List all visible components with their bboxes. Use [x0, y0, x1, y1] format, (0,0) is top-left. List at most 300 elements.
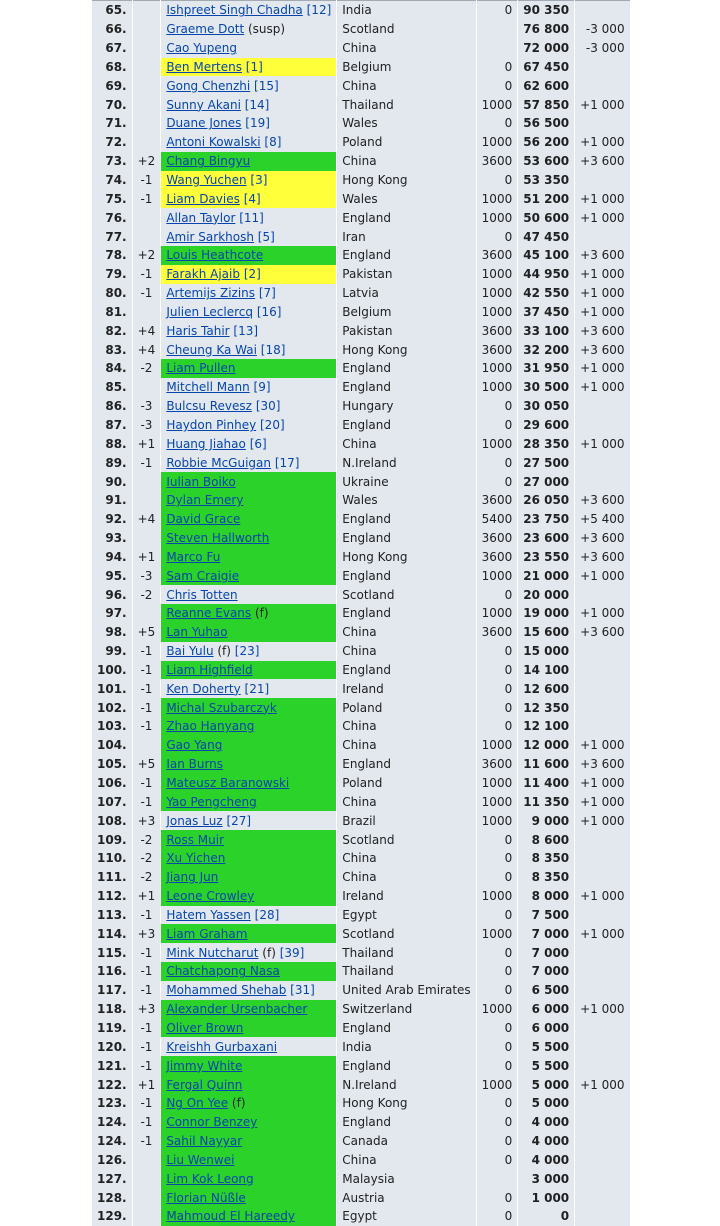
reference-link[interactable]: [4]	[243, 191, 261, 206]
reference-link[interactable]: [7]	[258, 286, 276, 301]
country-cell: China	[337, 792, 475, 811]
reference-link[interactable]: [27]	[226, 813, 252, 828]
player-link[interactable]: Steven Hallworth	[166, 531, 270, 546]
difference-cell	[575, 453, 629, 472]
position-cell: 120.	[92, 1037, 132, 1056]
position-cell: 79.	[92, 265, 132, 284]
country-cell: Belgium	[337, 303, 475, 322]
player-link[interactable]: Gao Yang	[166, 738, 223, 753]
player-link[interactable]: Kreishh Gurbaxani	[166, 1039, 278, 1054]
player-cell	[161, 434, 336, 453]
points-cell: 3600	[477, 623, 518, 642]
reference-link[interactable]: [23]	[234, 644, 260, 659]
change-cell	[133, 95, 161, 114]
position-cell: 81.	[92, 303, 132, 322]
change-cell	[133, 114, 161, 133]
reference-link[interactable]: [6]	[249, 436, 267, 451]
position-cell: 78.	[92, 246, 132, 265]
table-row	[92, 679, 630, 698]
country-cell: Ireland	[337, 887, 475, 906]
table-row	[92, 1150, 630, 1169]
table-row	[92, 39, 630, 58]
player-link[interactable]: Ishpreet Singh Chadha	[166, 3, 303, 18]
total-cell: 47 450	[518, 227, 574, 246]
change-cell: -1	[133, 265, 161, 284]
player-cell	[161, 189, 336, 208]
change-cell	[133, 604, 161, 623]
position-cell: 89.	[92, 453, 132, 472]
player-link[interactable]: Farakh Ajaib	[166, 267, 240, 282]
change-cell: -1	[133, 189, 161, 208]
player-cell	[161, 1037, 336, 1056]
reference-link[interactable]: [19]	[245, 116, 270, 131]
player-link[interactable]: Jiang Jun	[166, 870, 219, 885]
difference-cell: +3 600	[575, 623, 629, 642]
total-cell: 51 200	[518, 189, 574, 208]
reference-link[interactable]: [3]	[250, 173, 268, 188]
change-cell	[133, 39, 161, 58]
country-cell: Scotland	[337, 830, 475, 849]
player-link[interactable]: Ian Burns	[166, 757, 224, 772]
country-cell: China	[337, 642, 475, 661]
points-cell: 0	[477, 1094, 518, 1113]
player-link[interactable]: Julien Leclercq	[166, 304, 253, 319]
total-cell: 12 000	[518, 736, 574, 755]
total-cell: 6 000	[518, 1000, 574, 1019]
table-row	[92, 1207, 630, 1226]
change-cell: -1	[133, 981, 161, 1000]
player-link[interactable]: Chatchapong Nasa	[166, 964, 280, 979]
table-row	[92, 698, 630, 717]
position-cell: 124.	[92, 1113, 132, 1132]
player-link[interactable]: Oliver Brown	[166, 1020, 244, 1035]
difference-cell: +1 000	[575, 887, 629, 906]
player-link[interactable]: Iulian Boiko	[166, 474, 236, 489]
player-cell	[161, 1075, 336, 1094]
player-link[interactable]: Ben Mertens	[166, 59, 242, 74]
points-cell: 1000	[477, 924, 518, 943]
reference-link[interactable]: [31]	[290, 983, 315, 998]
difference-cell	[575, 717, 629, 736]
player-link[interactable]: Mateusz Baranowski	[166, 776, 290, 791]
difference-cell: +1 000	[575, 284, 629, 303]
total-cell: 29 600	[518, 416, 574, 435]
player-link[interactable]: Artemijs Zizins	[166, 286, 256, 301]
difference-cell: +1 000	[575, 189, 629, 208]
reference-link[interactable]: [11]	[239, 210, 264, 225]
player-link[interactable]: Reanne Evans	[166, 606, 252, 621]
country-cell: England	[337, 246, 475, 265]
total-cell: 20 000	[518, 585, 574, 604]
points-cell: 3600	[477, 755, 518, 774]
reference-link[interactable]: [39]	[279, 945, 305, 960]
table-row	[92, 114, 630, 133]
change-cell: -1	[133, 943, 161, 962]
player-link[interactable]: Sahil Nayyar	[166, 1134, 243, 1149]
total-cell: 5 000	[518, 1094, 574, 1113]
difference-cell	[575, 585, 629, 604]
points-cell: 1000	[477, 208, 518, 227]
player-link[interactable]: Haris Tahir	[166, 323, 230, 338]
reference-link[interactable]: [17]	[274, 455, 300, 470]
player-link[interactable]: Bai Yulu	[166, 644, 214, 659]
country-cell: Hong Kong	[337, 340, 475, 359]
reference-link[interactable]: [13]	[233, 323, 259, 338]
points-cell: 1000	[477, 133, 518, 152]
table-row	[92, 20, 630, 39]
position-cell: 111.	[92, 868, 132, 887]
country-cell: Wales	[337, 189, 475, 208]
country-cell: China	[337, 434, 475, 453]
total-cell: 42 550	[518, 284, 574, 303]
position-cell: 99.	[92, 642, 132, 661]
player-link[interactable]: Liam Davies	[166, 191, 240, 206]
position-cell: 106.	[92, 774, 132, 793]
player-link[interactable]: Ng On Yee	[166, 1096, 229, 1111]
player-cell	[161, 0, 336, 20]
table-row	[92, 321, 630, 340]
player-cell	[161, 152, 336, 171]
total-cell: 6 500	[518, 981, 574, 1000]
change-cell	[133, 491, 161, 510]
player-link[interactable]: Marco Fu	[166, 549, 221, 564]
country-cell: Canada	[337, 1132, 475, 1151]
change-cell	[133, 736, 161, 755]
position-cell: 73.	[92, 152, 132, 171]
table-row	[92, 1037, 630, 1056]
player-link[interactable]: Florian Nüßle	[166, 1190, 246, 1205]
position-cell: 65.	[92, 0, 132, 20]
table-row	[92, 397, 630, 416]
total-cell: 6 000	[518, 1019, 574, 1038]
player-link[interactable]: Robbie McGuigan	[166, 455, 271, 470]
total-cell: 12 600	[518, 679, 574, 698]
country-cell: Egypt	[337, 906, 475, 925]
player-link[interactable]: Duane Jones	[166, 116, 242, 131]
player-cell	[161, 906, 336, 925]
table-row	[92, 604, 630, 623]
table-row	[92, 378, 630, 397]
player-cell	[161, 661, 336, 680]
total-cell: 53 350	[518, 171, 574, 190]
change-cell: -1	[133, 171, 161, 190]
total-cell: 30 500	[518, 378, 574, 397]
table-row	[92, 133, 630, 152]
player-link[interactable]: Mohammed Shehab	[166, 983, 287, 998]
reference-link[interactable]: [16]	[256, 304, 282, 319]
reference-link[interactable]: [20]	[260, 417, 285, 432]
total-cell: 4 000	[518, 1150, 574, 1169]
position-cell: 88.	[92, 434, 132, 453]
player-link[interactable]: Liam Graham	[166, 926, 248, 941]
difference-cell: +1 000	[575, 133, 629, 152]
points-cell	[477, 1169, 518, 1188]
points-cell: 0	[477, 58, 518, 77]
points-cell: 0	[477, 962, 518, 981]
player-link[interactable]: Lan Yuhao	[166, 625, 228, 640]
country-cell: Poland	[337, 774, 475, 793]
difference-cell	[575, 1037, 629, 1056]
points-cell: 0	[477, 585, 518, 604]
reference-link[interactable]: [2]	[243, 267, 261, 282]
position-cell: 91.	[92, 491, 132, 510]
reference-link[interactable]: [18]	[260, 342, 286, 357]
position-cell: 108.	[92, 811, 132, 830]
country-cell: Scotland	[337, 924, 475, 943]
player-cell	[161, 265, 336, 284]
country-cell: England	[337, 378, 475, 397]
change-cell: +4	[133, 340, 161, 359]
reference-link[interactable]: [14]	[244, 97, 270, 112]
player-link[interactable]: Jimmy White	[166, 1058, 243, 1073]
player-link[interactable]: Chang Bingyu	[166, 154, 251, 169]
points-cell: 0	[477, 868, 518, 887]
total-cell: 15 600	[518, 623, 574, 642]
points-cell: 1000	[477, 359, 518, 378]
player-link[interactable]: Huang Jiahao	[166, 436, 246, 451]
player-link[interactable]: Amir Sarkhosh	[166, 229, 254, 244]
player-link[interactable]: Xu Yichen	[166, 851, 226, 866]
difference-cell: +1 000	[575, 774, 629, 793]
change-cell	[133, 227, 161, 246]
difference-cell	[575, 472, 629, 491]
total-cell: 50 600	[518, 208, 574, 227]
player-link[interactable]: Cao Yupeng	[166, 41, 237, 56]
country-cell: England	[337, 416, 475, 435]
player-cell	[161, 1056, 336, 1075]
player-link[interactable]: Leone Crowley	[166, 889, 255, 904]
position-cell: 129.	[92, 1207, 132, 1226]
difference-cell	[575, 1056, 629, 1075]
reference-link[interactable]: [15]	[254, 78, 279, 93]
total-cell: 5 500	[518, 1037, 574, 1056]
total-cell: 5 000	[518, 1075, 574, 1094]
country-cell: China	[337, 717, 475, 736]
player-cell	[161, 792, 336, 811]
table-row	[92, 95, 630, 114]
position-cell: 74.	[92, 171, 132, 190]
player-cell	[161, 604, 336, 623]
player-link[interactable]: David Grace	[166, 512, 241, 527]
points-cell: 3600	[477, 152, 518, 171]
table-row	[92, 887, 630, 906]
player-link[interactable]: Jonas Luz	[166, 813, 223, 828]
player-cell	[161, 547, 336, 566]
table-row	[92, 529, 630, 548]
player-cell	[161, 510, 336, 529]
player-note: (susp)	[248, 22, 286, 37]
player-cell	[161, 774, 336, 793]
difference-cell: +3 600	[575, 246, 629, 265]
points-cell: 3600	[477, 529, 518, 548]
player-link[interactable]: Lim Kok Leong	[166, 1171, 254, 1186]
country-cell: India	[337, 1037, 475, 1056]
reference-link[interactable]: [30]	[255, 399, 281, 414]
position-cell: 66.	[92, 20, 132, 39]
total-cell: 30 050	[518, 397, 574, 416]
player-link[interactable]: Wang Yuchen	[166, 173, 247, 188]
player-link[interactable]: Bulcsu Revesz	[166, 399, 252, 414]
points-cell: 3600	[477, 321, 518, 340]
position-cell: 72.	[92, 133, 132, 152]
points-cell: 0	[477, 642, 518, 661]
player-link[interactable]: Liu Wenwei	[166, 1152, 235, 1167]
player-link[interactable]: Alexander Ursenbacher	[166, 1002, 308, 1017]
difference-cell	[575, 1188, 629, 1207]
total-cell: 23 550	[518, 547, 574, 566]
position-cell: 87.	[92, 416, 132, 435]
change-cell	[133, 1207, 161, 1226]
table-row	[92, 284, 630, 303]
table-row	[92, 962, 630, 981]
table-row	[92, 1075, 630, 1094]
player-link[interactable]: Yao Pengcheng	[166, 794, 257, 809]
reference-link[interactable]: [28]	[254, 907, 280, 922]
player-link[interactable]: Ken Doherty	[166, 681, 241, 696]
difference-cell: +5 400	[575, 510, 629, 529]
player-cell	[161, 811, 336, 830]
difference-cell	[575, 114, 629, 133]
player-cell	[161, 849, 336, 868]
player-link[interactable]: Gong Chenzhi	[166, 78, 251, 93]
player-link[interactable]: Zhao Hanyang	[166, 719, 255, 734]
player-link[interactable]: Michal Szubarczyk	[166, 700, 277, 715]
table-row	[92, 58, 630, 77]
player-link[interactable]: Allan Taylor	[166, 210, 236, 225]
player-link[interactable]: Sam Craigie	[166, 568, 240, 583]
reference-link[interactable]: [8]	[264, 135, 282, 150]
player-link[interactable]: Graeme Dott	[166, 22, 245, 37]
total-cell: 37 450	[518, 303, 574, 322]
country-cell: China	[337, 849, 475, 868]
difference-cell	[575, 1132, 629, 1151]
player-cell	[161, 359, 336, 378]
reference-link[interactable]: [9]	[253, 380, 271, 395]
change-cell	[133, 1188, 161, 1207]
player-link[interactable]: Hatem Yassen	[166, 907, 251, 922]
player-link[interactable]: Connor Benzey	[166, 1115, 258, 1130]
change-cell: +5	[133, 755, 161, 774]
total-cell: 56 500	[518, 114, 574, 133]
table-row	[92, 434, 630, 453]
difference-cell: +1 000	[575, 736, 629, 755]
difference-cell	[575, 868, 629, 887]
player-link[interactable]: Ross Muir	[166, 832, 224, 847]
difference-cell	[575, 849, 629, 868]
points-cell: 0	[477, 717, 518, 736]
country-cell: Thailand	[337, 95, 475, 114]
player-cell	[161, 1169, 336, 1188]
player-cell	[161, 981, 336, 1000]
player-link[interactable]: Liam Highfield	[166, 662, 253, 677]
change-cell: -3	[133, 566, 161, 585]
player-cell	[161, 736, 336, 755]
table-row	[92, 566, 630, 585]
difference-cell: +1 000	[575, 265, 629, 284]
change-cell: -1	[133, 774, 161, 793]
position-cell: 83.	[92, 340, 132, 359]
player-link[interactable]: Fergal Quinn	[166, 1077, 243, 1092]
total-cell: 11 350	[518, 792, 574, 811]
total-cell: 67 450	[518, 58, 574, 77]
player-note: (f)	[231, 1096, 246, 1111]
points-cell: 0	[477, 453, 518, 472]
country-cell: Iran	[337, 227, 475, 246]
difference-cell	[575, 679, 629, 698]
player-link[interactable]: Mink Nutcharut	[166, 945, 259, 960]
player-link[interactable]: Louis Heathcote	[166, 248, 264, 263]
reference-link[interactable]: [1]	[245, 59, 263, 74]
table-row	[92, 849, 630, 868]
position-cell: 117.	[92, 981, 132, 1000]
total-cell: 23 600	[518, 529, 574, 548]
difference-cell: +1 000	[575, 811, 629, 830]
reference-link[interactable]: [12]	[306, 3, 332, 18]
difference-cell: +3 600	[575, 529, 629, 548]
country-cell: Belgium	[337, 58, 475, 77]
change-cell: -1	[133, 792, 161, 811]
table-row	[92, 208, 630, 227]
table-row	[92, 510, 630, 529]
player-link[interactable]: Antoni Kowalski	[166, 135, 261, 150]
player-link[interactable]: Cheung Ka Wai	[166, 342, 257, 357]
difference-cell: +1 000	[575, 792, 629, 811]
player-cell	[161, 887, 336, 906]
difference-cell	[575, 962, 629, 981]
total-cell: 44 950	[518, 265, 574, 284]
country-cell: Poland	[337, 133, 475, 152]
player-link[interactable]: Mahmoud El Hareedy	[166, 1209, 295, 1224]
change-cell: +3	[133, 1000, 161, 1019]
table-row	[92, 453, 630, 472]
points-cell: 0	[477, 849, 518, 868]
position-cell: 75.	[92, 189, 132, 208]
player-link[interactable]: Dylan Emery	[166, 493, 244, 508]
total-cell: 45 100	[518, 246, 574, 265]
position-cell: 77.	[92, 227, 132, 246]
player-link[interactable]: Sunny Akani	[166, 97, 241, 112]
points-cell: 0	[477, 171, 518, 190]
difference-cell: +1 000	[575, 1000, 629, 1019]
difference-cell	[575, 661, 629, 680]
table-row	[92, 943, 630, 962]
difference-cell: +1 000	[575, 566, 629, 585]
change-cell: -2	[133, 359, 161, 378]
player-cell	[161, 20, 336, 39]
difference-cell	[575, 1169, 629, 1188]
player-link[interactable]: Haydon Pinhey	[166, 417, 257, 432]
change-cell: +3	[133, 924, 161, 943]
position-cell: 113.	[92, 906, 132, 925]
position-cell: 98.	[92, 623, 132, 642]
points-cell	[477, 20, 518, 39]
table-row	[92, 792, 630, 811]
points-cell: 1000	[477, 378, 518, 397]
player-link[interactable]: Liam Pullen	[166, 361, 236, 376]
player-cell	[161, 114, 336, 133]
table-row	[92, 246, 630, 265]
change-cell	[133, 76, 161, 95]
player-link[interactable]: Mitchell Mann	[166, 380, 250, 395]
difference-cell: -3 000	[575, 39, 629, 58]
reference-link[interactable]: [5]	[257, 229, 275, 244]
points-cell: 0	[477, 0, 518, 20]
reference-link[interactable]: [21]	[244, 681, 270, 696]
player-cell	[161, 623, 336, 642]
table-row	[92, 661, 630, 680]
player-link[interactable]: Chris Totten	[166, 587, 238, 602]
total-cell: 56 200	[518, 133, 574, 152]
